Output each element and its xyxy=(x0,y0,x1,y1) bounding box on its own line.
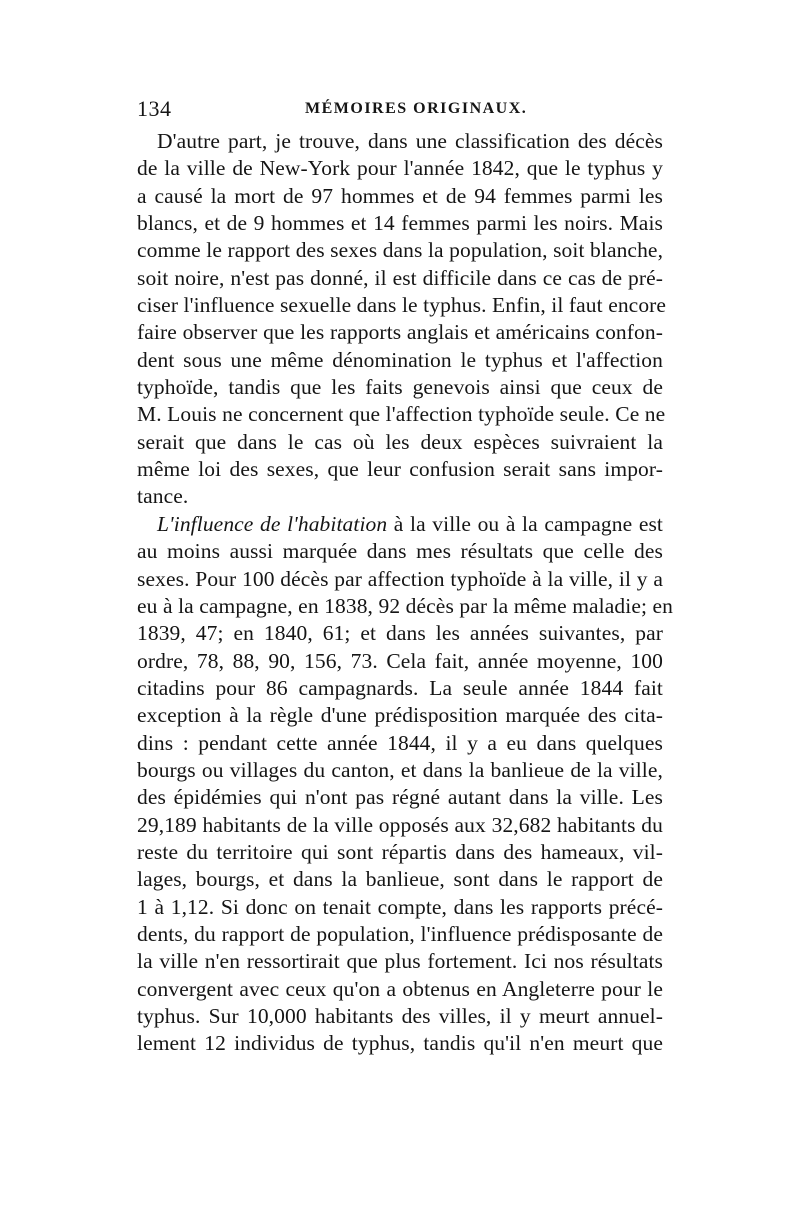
text-line: des épidémies qui n'ont pas régné autant dans la ville. Les xyxy=(137,785,663,810)
running-title: MÉMOIRES ORIGINAUX. xyxy=(305,100,528,117)
paragraph-2 xyxy=(137,511,673,1058)
text-line: bourgs ou villages du canton, et dans la banlieue de la ville, xyxy=(137,757,663,782)
text-line: ordre, 78, 88, 90, 156, 73. Cela fait, année moyenne, 100 xyxy=(137,648,663,673)
text-line: 1 à 1,12. Si donc on tenait compte, dans les rapports précé- xyxy=(137,894,663,919)
text-line: lages, bourgs, et dans la banlieue, sont dans le rapport de xyxy=(137,867,663,892)
text-line: dents, du rapport de population, l'influence prédisposante de xyxy=(137,921,663,946)
text-line: blancs, et de 9 hommes et 14 femmes parmi les noirs. Mais xyxy=(137,211,663,236)
lead-rest: à la ville ou à la campagne est xyxy=(387,511,664,536)
text-line: eu à la campagne, en 1838, 92 décès par la même maladie; en xyxy=(137,593,673,618)
text-line: typhus. Sur 10,000 habitants des villes, il y meurt annuel- xyxy=(137,1004,663,1028)
text-line: 29,189 habitants de la ville opposés aux 32,682 habitants du xyxy=(137,812,663,837)
page-header xyxy=(137,96,667,126)
text-line: de la ville de New-York pour l'année 1842, que le typhus y xyxy=(137,156,663,181)
text-line: comme le rapport des sexes dans la population, soit blanche, xyxy=(137,238,664,263)
text-line: citadins pour 86 campagnards. La seule année 1844 fait xyxy=(137,675,663,700)
text-line: exception à la règle d'une prédisposition marquée des cita- xyxy=(137,703,663,728)
text-line: lement 12 individus de typhus, tandis qu'il n'en meurt que xyxy=(137,1031,663,1056)
text-line: la ville n'en ressortirait que plus fortement. Ici nos résultats xyxy=(137,949,663,974)
text-line: typhoïde, tandis que les faits genevois ainsi que ceux de xyxy=(137,375,663,400)
body-text xyxy=(137,128,673,1058)
text-line: 1839, 47; en 1840, 61; et dans les années suivantes, par xyxy=(137,621,663,646)
text-line: M. Louis ne concernent que l'affection typhoïde seule. Ce ne xyxy=(137,402,666,427)
page-number: 134 xyxy=(137,96,172,121)
text-line: dent sous une même dénomination le typhus et l'affection xyxy=(137,347,663,372)
text-line: convergent avec ceux qu'on a obtenus en Angleterre pour le xyxy=(137,976,663,1001)
text-line: D'autre part, je trouve, dans une classification des décès xyxy=(157,129,663,153)
text-line: au moins aussi marquée dans mes résultats que celle des xyxy=(137,539,663,564)
text-line: serait que dans le cas où les deux espèces suivraient la xyxy=(137,429,663,454)
text-line: reste du territoire qui sont répartis dans des hameaux, vil- xyxy=(137,839,663,864)
paragraph-1 xyxy=(137,128,667,511)
text-line: tance. xyxy=(137,484,189,509)
paragraph-2-first-line xyxy=(137,511,663,538)
text-line: sexes. Pour 100 décès par affection typhoïde à la ville, il y a xyxy=(137,566,663,591)
text-line: dins : pendant cette année 1844, il y a eu dans quelques xyxy=(137,730,663,755)
text-line: même loi des sexes, que leur confusion serait sans impor- xyxy=(137,457,663,482)
italic-lead: L'influence de l'habitation xyxy=(157,511,388,536)
text-line: a causé la mort de 97 hommes et de 94 femmes parmi les xyxy=(137,183,663,208)
text-line: ciser l'influence sexuelle dans le typhus. Enfin, il faut encore xyxy=(137,293,667,318)
text-line: faire observer que les rapports anglais et américains confon- xyxy=(137,320,663,345)
text-line: soit noire, n'est pas donné, il est difficile dans ce cas de pré- xyxy=(137,265,663,290)
